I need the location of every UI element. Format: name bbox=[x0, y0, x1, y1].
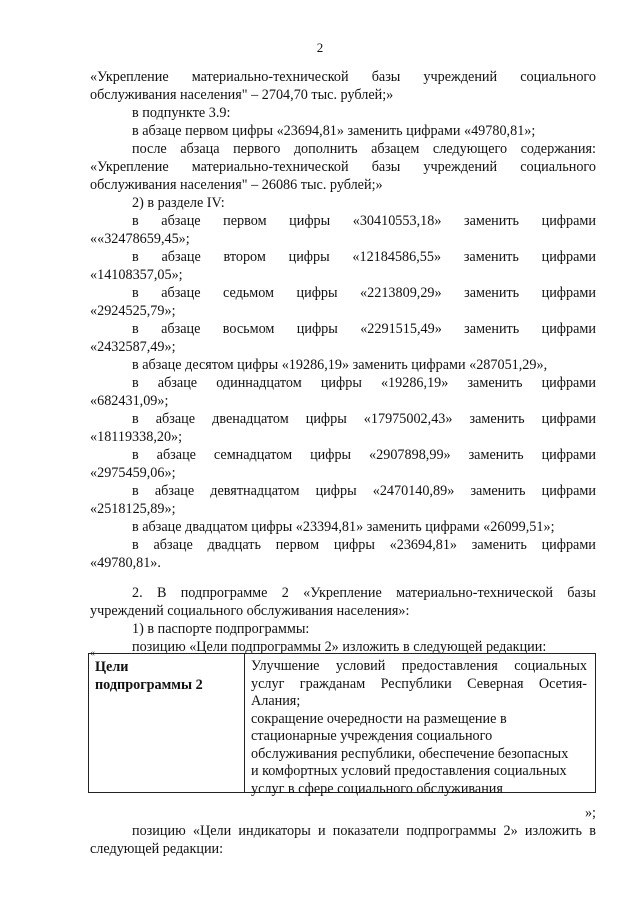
word: в bbox=[132, 537, 139, 553]
word: абзацем bbox=[371, 141, 420, 157]
word: цифрами bbox=[541, 483, 596, 499]
word: позицию bbox=[132, 823, 186, 839]
text-line: в абзаце десятом цифры «19286,19» заменить цифрами «287051,29», bbox=[132, 357, 548, 373]
word: цифрами bbox=[541, 285, 596, 301]
word: заменить bbox=[470, 483, 526, 499]
word: цифры bbox=[288, 249, 330, 265]
word: 2. bbox=[132, 585, 143, 601]
word: абзаце bbox=[161, 213, 201, 229]
word: в bbox=[132, 483, 139, 499]
text-line: «2432587,49»; bbox=[90, 339, 176, 355]
word: заменить bbox=[471, 537, 527, 553]
text-line: в абзаце первом цифры «23694,81» заменить цифрами «49780,81»; bbox=[132, 123, 536, 139]
word: девятнадцатом bbox=[210, 483, 300, 499]
text-line bbox=[132, 321, 596, 338]
text-line: «2924525,79»; bbox=[90, 303, 176, 319]
word: «2470140,89» bbox=[372, 483, 455, 499]
word: седьмом bbox=[222, 285, 275, 301]
text-line: »; bbox=[584, 805, 596, 821]
word: цифры bbox=[296, 285, 338, 301]
word: цифры bbox=[289, 213, 331, 229]
word: условий bbox=[335, 658, 386, 674]
word: социальных bbox=[514, 658, 587, 674]
word: абзаце bbox=[153, 537, 193, 553]
word: заменить bbox=[468, 447, 524, 463]
word: «Укрепление bbox=[90, 159, 169, 175]
word: цифры bbox=[310, 447, 352, 463]
text-line: «14108357,05»; bbox=[90, 267, 183, 283]
text-line: позицию «Цели подпрограммы 2» изложить в следующей редакции: bbox=[132, 639, 547, 655]
word: цифры bbox=[296, 321, 338, 337]
word: базы bbox=[371, 159, 401, 175]
text-line bbox=[132, 213, 596, 230]
word: следующего bbox=[432, 141, 508, 157]
word: заменить bbox=[464, 321, 520, 337]
word: дополнить bbox=[293, 141, 358, 157]
goals-table bbox=[88, 653, 596, 797]
word: после bbox=[132, 141, 167, 157]
text-line bbox=[132, 483, 596, 500]
word: Республики bbox=[380, 675, 452, 692]
word: цифрами bbox=[541, 321, 596, 337]
word: одиннадцатом bbox=[216, 375, 302, 391]
word: социального bbox=[520, 69, 596, 85]
word: Улучшение bbox=[251, 658, 320, 674]
word: в bbox=[132, 447, 139, 463]
word: подпрограммы bbox=[406, 823, 497, 839]
word: абзаце bbox=[161, 285, 201, 301]
text-line: обслуживания населения" – 26086 тыс. рублей;» bbox=[90, 177, 383, 193]
word: предоставления bbox=[401, 658, 498, 674]
table-cell-line: стационарные учреждения социального bbox=[251, 728, 493, 744]
text-line bbox=[90, 69, 596, 86]
word: в bbox=[132, 285, 139, 301]
table-label-line: Цели bbox=[95, 659, 129, 675]
word: базы bbox=[371, 69, 401, 85]
word: «12184586,55» bbox=[352, 249, 442, 265]
word: изложить bbox=[524, 823, 582, 839]
word: «17975002,43» bbox=[363, 411, 453, 427]
table-cell-line: Алания; bbox=[251, 693, 301, 709]
word: втором bbox=[223, 249, 266, 265]
word: 2 bbox=[281, 585, 289, 601]
word: абзаце bbox=[161, 249, 201, 265]
word: абзаце bbox=[161, 321, 201, 337]
word: заменить bbox=[467, 375, 523, 391]
word: двенадцатом bbox=[212, 411, 289, 427]
text-line: «18119338,20»; bbox=[90, 429, 183, 445]
text-line: следующей редакции: bbox=[90, 841, 224, 857]
table-cell-line: обслуживания республики, обеспечение безопасных bbox=[251, 745, 569, 762]
word: первом bbox=[275, 537, 320, 553]
word: «2213809,29» bbox=[360, 285, 442, 301]
word: «19286,19» bbox=[380, 375, 449, 391]
table-cell-line: сокращение очередности на размещение в bbox=[251, 710, 507, 727]
word: социального bbox=[520, 159, 596, 175]
table-cell-line bbox=[251, 658, 587, 676]
text-line: в подпункте 3.9: bbox=[132, 105, 231, 121]
word: цифрами bbox=[541, 447, 596, 463]
text-line bbox=[90, 159, 596, 176]
table-cell-line: и комфортных условий предоставления социальных bbox=[251, 763, 567, 779]
word: в bbox=[132, 249, 139, 265]
table-content-cell bbox=[251, 658, 587, 798]
word: «2291515,49» bbox=[360, 321, 442, 337]
word: В bbox=[156, 585, 167, 601]
word: цифры bbox=[315, 483, 357, 499]
word: «2907898,99» bbox=[369, 447, 451, 463]
word: материально-технической bbox=[191, 159, 349, 175]
word: и bbox=[317, 823, 326, 839]
text-line: учреждений социального обслуживания населения»: bbox=[90, 603, 410, 619]
word: Осетия- bbox=[538, 675, 587, 692]
word: первом bbox=[223, 213, 267, 229]
word: цифрами bbox=[541, 537, 596, 553]
text-line bbox=[132, 285, 596, 302]
word: показатели bbox=[332, 823, 400, 839]
word: цифрами bbox=[541, 249, 596, 265]
word: «Цели bbox=[192, 823, 232, 839]
word: заменить bbox=[463, 213, 520, 229]
text-line: 2) в разделе IV: bbox=[132, 195, 225, 211]
word: учреждений bbox=[423, 159, 498, 175]
word: первого bbox=[233, 141, 281, 157]
table-label-cell bbox=[95, 658, 203, 694]
text-line bbox=[132, 375, 596, 392]
text-line bbox=[132, 585, 596, 602]
word: цифрами bbox=[541, 411, 596, 427]
word: в bbox=[132, 411, 139, 427]
word: цифры bbox=[305, 411, 347, 427]
word: абзаце bbox=[154, 483, 195, 499]
word: в bbox=[132, 213, 139, 229]
text-line: 1) в паспорте подпрограммы: bbox=[132, 621, 310, 637]
word: восьмом bbox=[222, 321, 275, 337]
word: абзаце bbox=[157, 375, 198, 391]
text-line: обслуживания населения" – 2704,70 тыс. рублей;» bbox=[90, 87, 394, 103]
word: в bbox=[132, 321, 139, 337]
word: подпрограмме bbox=[180, 585, 268, 601]
table-column-divider bbox=[244, 654, 245, 792]
word: услуг bbox=[251, 675, 285, 692]
word: содержания: bbox=[520, 141, 596, 157]
word: абзаца bbox=[180, 141, 220, 157]
word: абзаце bbox=[156, 447, 196, 463]
word: семнадцатом bbox=[213, 447, 293, 463]
text-line bbox=[132, 823, 596, 840]
word: в bbox=[132, 375, 139, 391]
word: материально-технической bbox=[396, 585, 553, 601]
word: базы bbox=[567, 585, 596, 601]
word: абзаце bbox=[155, 411, 196, 427]
word: заменить bbox=[469, 411, 525, 427]
text-line bbox=[132, 411, 596, 428]
word: заменить bbox=[463, 249, 519, 265]
text-line bbox=[132, 447, 596, 464]
text-line: в абзаце двадцатом цифры «23394,81» заменить цифрами «26099,51»; bbox=[132, 519, 555, 535]
word: индикаторы bbox=[238, 823, 311, 839]
table-cell-line bbox=[251, 676, 587, 694]
text-line: «682431,09»; bbox=[90, 393, 169, 409]
text-line: «2518125,89»; bbox=[90, 501, 176, 517]
word: «30410553,18» bbox=[352, 213, 442, 229]
text-line bbox=[132, 537, 596, 554]
word: цифрами bbox=[541, 213, 596, 229]
word: учреждений bbox=[423, 69, 498, 85]
word: заменить bbox=[464, 285, 520, 301]
text-line bbox=[132, 141, 596, 158]
word: цифры bbox=[320, 375, 362, 391]
word: «Укрепление bbox=[303, 585, 382, 601]
text-line: ««32478659,45»; bbox=[90, 231, 190, 247]
word: «23694,81» bbox=[389, 537, 458, 553]
word: цифрами bbox=[541, 375, 596, 391]
word: в bbox=[589, 823, 596, 839]
text-line bbox=[132, 249, 596, 266]
text-line: «2975459,06»; bbox=[90, 465, 176, 481]
word: гражданам bbox=[299, 675, 366, 692]
page-number: 2 bbox=[316, 40, 324, 55]
text-line: « bbox=[90, 648, 95, 659]
word: цифры bbox=[333, 537, 375, 553]
table-label-line: подпрограммы 2 bbox=[95, 677, 203, 693]
table-cell-line: услуг в сфере социального обслуживания bbox=[251, 780, 503, 797]
word: Северная bbox=[467, 675, 524, 692]
word: двадцать bbox=[207, 537, 261, 553]
word: материально-технической bbox=[191, 69, 349, 85]
word: «Укрепление bbox=[90, 69, 169, 85]
text-line: «49780,81». bbox=[90, 555, 161, 571]
word: 2» bbox=[503, 823, 518, 839]
